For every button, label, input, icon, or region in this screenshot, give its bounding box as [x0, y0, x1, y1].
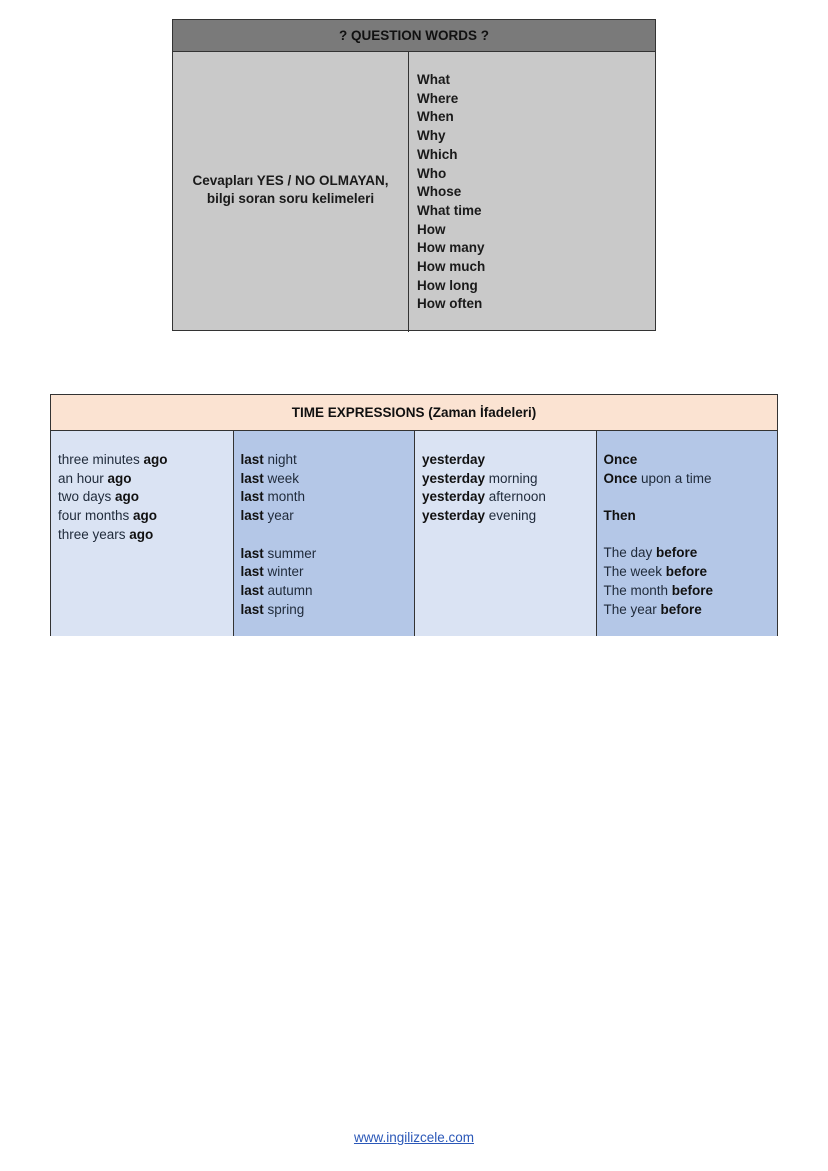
te-column-ago	[51, 431, 233, 636]
expression-keyword: yesterday	[422, 489, 486, 505]
time-expression	[604, 601, 778, 620]
question-word: What time	[417, 202, 482, 218]
expression-keyword: ago	[115, 489, 140, 505]
time-expression	[58, 526, 233, 545]
time-expression	[58, 507, 233, 526]
time-expression	[604, 544, 778, 563]
expression-text: two days	[58, 489, 116, 505]
question-words-table	[172, 19, 656, 331]
expression-keyword: yesterday	[422, 508, 486, 524]
expression-keyword: before	[660, 601, 702, 617]
expression-text: The month	[603, 582, 672, 598]
time-expression	[422, 451, 596, 470]
time-expressions-title: TIME EXPRESSIONS (Zaman İfadeleri)	[51, 395, 777, 431]
expression-keyword: last	[240, 489, 264, 505]
expression-text: winter	[263, 564, 304, 580]
time-expression	[604, 507, 778, 526]
expression-text: afternoon	[485, 489, 546, 505]
expression-text: week	[263, 470, 300, 486]
expression-text: evening	[485, 508, 537, 524]
question-words-title: ? QUESTION WORDS ?	[173, 20, 655, 52]
expression-keyword: ago	[143, 452, 168, 467]
time-expression	[241, 545, 415, 564]
time-expression	[422, 507, 596, 526]
expression-text: The day	[603, 545, 657, 561]
question-words-list	[409, 52, 655, 332]
time-expression	[241, 601, 415, 620]
time-expression	[241, 582, 415, 601]
time-expression	[58, 451, 233, 470]
question-word: How	[417, 221, 446, 237]
expression-keyword: before	[665, 564, 708, 580]
time-expression	[604, 582, 778, 601]
time-expression	[604, 526, 778, 545]
time-expression	[241, 526, 415, 545]
expression-keyword: last	[240, 545, 264, 561]
expression-keyword: ago	[107, 470, 132, 486]
expression-keyword: yesterday	[422, 452, 486, 467]
expression-text: The year	[603, 601, 661, 617]
time-expression	[241, 470, 415, 489]
question-word: Why	[417, 128, 446, 144]
expression-keyword: before	[671, 582, 714, 598]
expression-text: four months	[58, 508, 134, 524]
question-word: Which	[417, 146, 458, 162]
expression-text: night	[263, 452, 297, 467]
expression-keyword: last	[240, 582, 264, 598]
description-line: Cevapları YES / NO OLMAYAN,	[192, 173, 389, 188]
time-expressions-table	[50, 394, 778, 636]
expression-keyword: last	[240, 601, 264, 617]
time-expression	[604, 563, 778, 582]
expression-text: an hour	[58, 470, 108, 486]
expression-keyword: last	[240, 452, 264, 467]
te-column-once-before	[596, 431, 778, 636]
question-word: How much	[417, 259, 486, 275]
time-expression	[241, 563, 415, 582]
question-word: Whose	[417, 184, 462, 200]
time-expression	[241, 451, 415, 470]
te-column-yesterday	[414, 431, 596, 636]
question-word: Who	[417, 165, 447, 181]
te-column-last	[233, 431, 415, 636]
time-expression	[58, 488, 233, 507]
expression-text: three minutes	[58, 452, 144, 467]
description-line: bilgi soran soru kelimeleri	[206, 191, 375, 206]
time-expression	[604, 488, 778, 507]
time-expression	[58, 470, 233, 489]
expression-keyword: ago	[133, 508, 158, 524]
question-word: Where	[417, 90, 459, 106]
expression-text: autumn	[263, 582, 313, 598]
expression-text: spring	[263, 601, 305, 617]
expression-text: three years	[58, 526, 130, 542]
expression-keyword: Then	[603, 508, 636, 524]
question-word: When	[417, 109, 454, 125]
time-expression	[604, 470, 778, 489]
question-words-description	[173, 52, 409, 332]
expression-text: summer	[263, 545, 317, 561]
expression-keyword: last	[240, 470, 264, 486]
question-word: How many	[417, 240, 485, 256]
expression-keyword: before	[656, 545, 698, 561]
expression-keyword: Once	[603, 470, 638, 486]
expression-keyword: last	[240, 508, 264, 524]
time-expression	[241, 507, 415, 526]
footer	[0, 1130, 828, 1145]
time-expression	[604, 451, 778, 470]
expression-text: month	[263, 489, 306, 505]
question-word: How often	[417, 296, 483, 312]
expression-keyword: ago	[129, 526, 154, 542]
expression-keyword: yesterday	[422, 470, 486, 486]
expression-text: morning	[485, 470, 538, 486]
time-expression	[422, 470, 596, 489]
question-word: What	[417, 72, 450, 87]
expression-text: year	[263, 508, 294, 524]
expression-keyword: Once	[603, 452, 638, 467]
expression-text: The week	[603, 564, 666, 580]
expression-text: upon a time	[637, 470, 712, 486]
time-expression	[241, 488, 415, 507]
website-link[interactable]: www.ingilizcele.com	[353, 1130, 475, 1145]
question-word: How long	[417, 277, 478, 293]
expression-keyword: last	[240, 564, 264, 580]
time-expression	[422, 488, 596, 507]
